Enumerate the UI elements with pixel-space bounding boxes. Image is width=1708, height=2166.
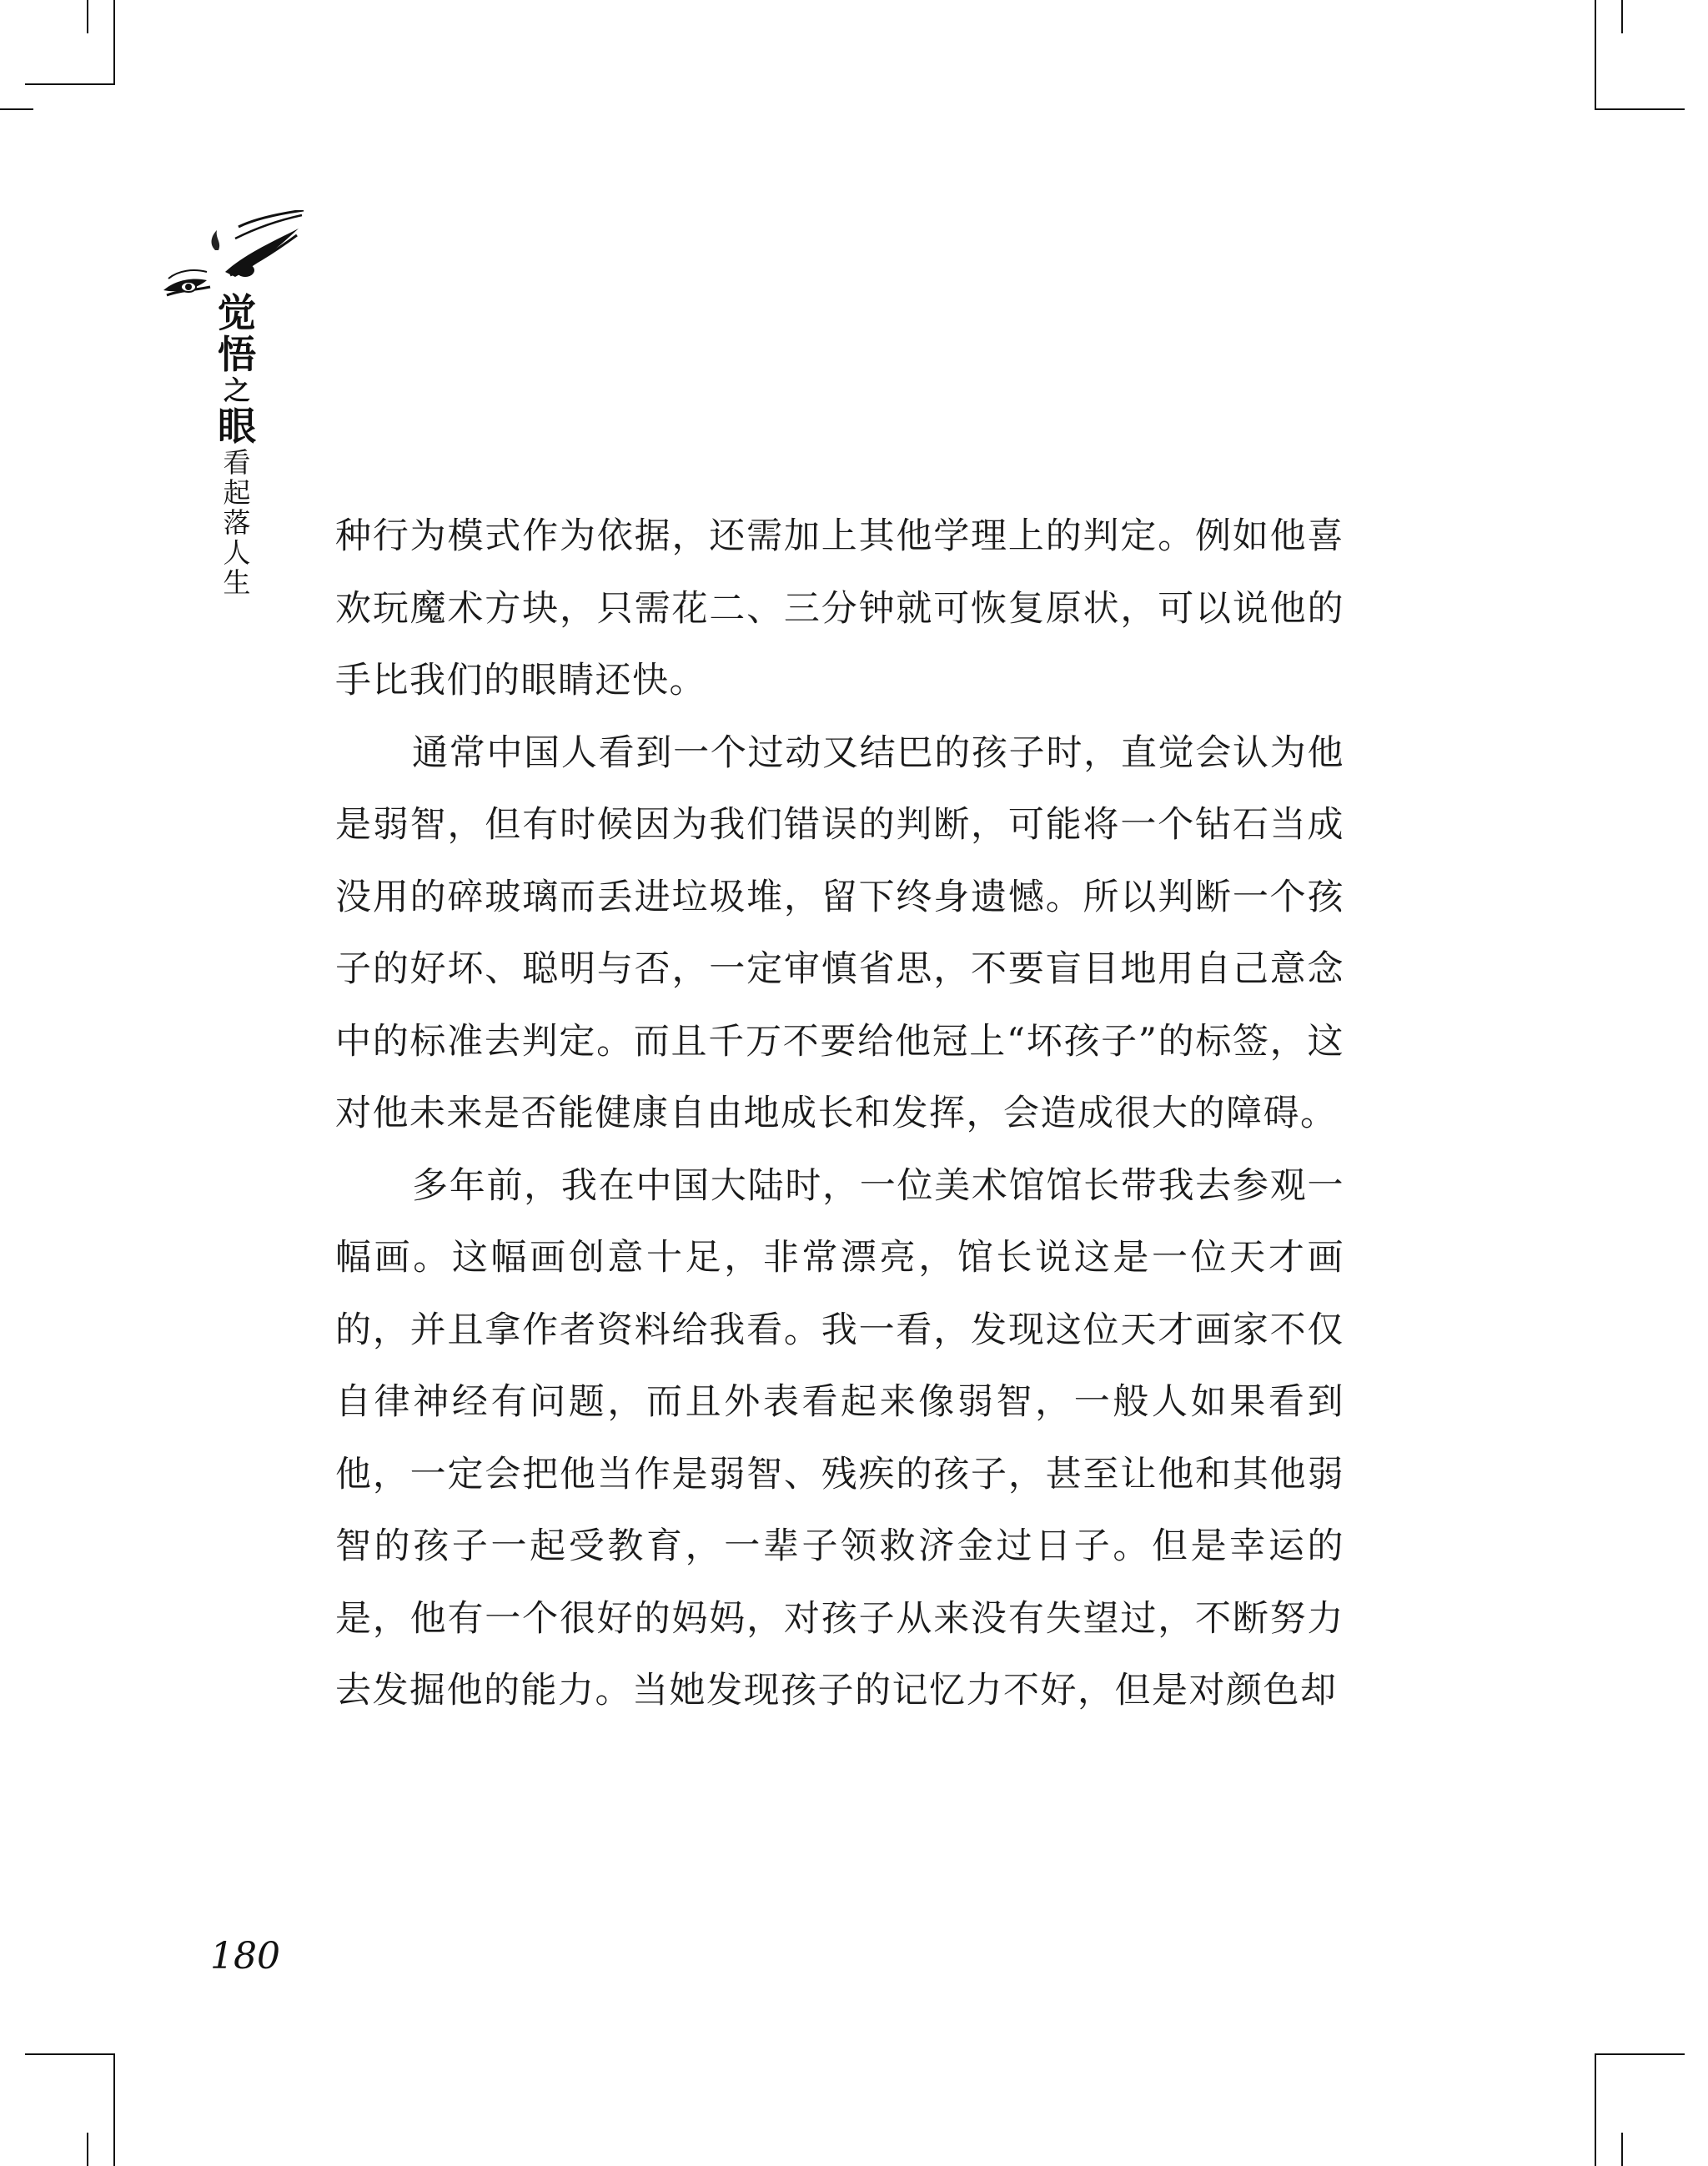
crop-mark-bottom-right-v2 [1621, 2133, 1623, 2166]
crop-mark-top-right-h [1595, 108, 1685, 110]
side-subtitle-char: 起 [223, 476, 251, 509]
side-subtitle-char: 落 [223, 506, 251, 539]
side-subtitle-char: 生 [223, 566, 251, 599]
side-subtitle-char: 看 [223, 446, 251, 479]
crop-mark-top-left-v2 [87, 0, 88, 33]
side-title [212, 290, 262, 599]
crop-mark-bottom-right-v [1595, 2053, 1596, 2166]
side-title-char: 眼 [218, 404, 256, 449]
crop-mark-top-right-v [1595, 0, 1596, 110]
crop-mark-bottom-left-v2 [87, 2133, 88, 2166]
crop-mark-top-left-h [25, 83, 115, 85]
side-title-char: 悟 [218, 332, 256, 377]
crop-mark-top-left-h2 [0, 108, 33, 110]
side-title-char: 觉 [218, 290, 256, 335]
crop-mark-bottom-right-h [1595, 2053, 1685, 2055]
paragraph: 多年前，我在中国大陆时，一位美术馆馆长带我去参观一幅画。这幅画创意十足，非常漂亮，馆长说这是一位天才画的，并且拿作者资料给我看。我一看，发现这位天才画家不仅自律神经有问题，而且外表看起来像弱智，一般人如果看到他，一定会把他当作是弱智、残疾的孩子，甚至让他和其他弱智的孩子一起受教育，一辈子领救济金过日子。但是幸运的是，他有一个很好的妈妈，对孩子从来没有失望过，不断努力去发掘他的能力。当她发现孩子的记忆力不好，但是对颜色却 [335, 1164, 1344, 1711]
crop-mark-top-left-v [113, 0, 115, 83]
paragraph: 种行为模式作为依据，还需加上其他学理上的判定。例如他喜欢玩魔术方块，只需花二、三分钟就可恢复原状，可以说他的手比我们的眼睛还快。 [335, 515, 1344, 701]
side-title-char: 之 [223, 374, 250, 406]
side-subtitle-char: 人 [223, 536, 251, 569]
page-number: 180 [210, 1935, 280, 1978]
crop-mark-top-right-v2 [1621, 0, 1623, 33]
paragraph: 通常中国人看到一个过动又结巴的孩子时，直觉会认为他是弱智，但有时候因为我们错误的判断，可能将一个钻石当成没用的碎玻璃而丢进垃圾堆，留下终身遗憾。所以判断一个孩子的好坏、聪明与否，一定审慎省思，不要盲目地用自己意念中的标准去判定。而且千万不要给他冠上“坏孩子”的标签，这对他未来是否能健康自由地成长和发挥，会造成很大的障碍。 [335, 731, 1344, 1134]
crop-mark-bottom-left-v [113, 2053, 115, 2166]
body-text [335, 500, 1344, 1727]
crop-mark-bottom-left-h [25, 2053, 115, 2055]
